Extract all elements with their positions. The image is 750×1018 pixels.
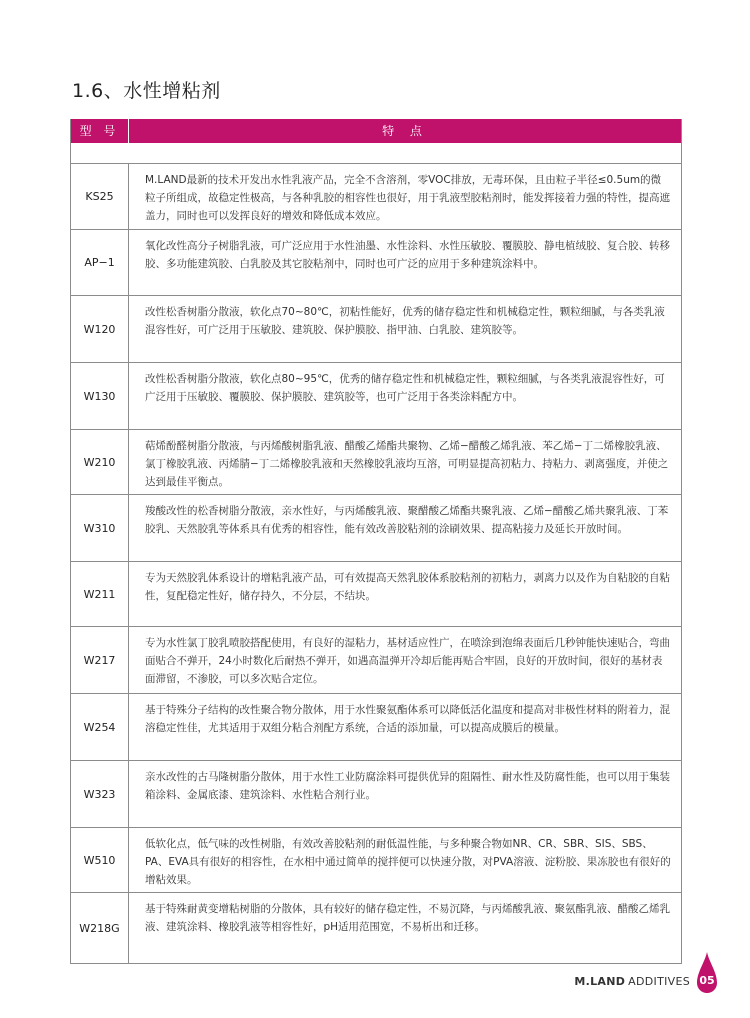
droplet-icon [696,950,718,996]
footer-brand [574,975,690,988]
section-title: 1.6、水性增粘剂 [72,80,221,102]
table-row [71,230,681,296]
model-cell: AP−1 [71,230,129,295]
feature-cell: 改性松香树脂分散液，软化点70~80℃，初粘性能好，优秀的储存稳定性和机械稳定性，颗粒细腻，与各类乳液混容性好，可广泛用于压敏胶、建筑胶、保护膜胶、指甲油、白乳胶、建筑胶等。 [145,306,665,336]
table-row [71,363,681,430]
product-table [70,119,682,964]
table-row [71,627,681,694]
table-header [71,119,681,143]
model-cell: W254 [71,694,129,760]
model-cell: KS25 [71,164,129,229]
feature-cell: M.LAND最新的技术开发出水性乳液产品，完全不含溶剂，零VOC排放，无毒环保，且由粒子半径≤0.5um的微粒子所组成，故稳定性极高，与各种乳胶的相容性也很好，用于乳液型胶粘剂时，能发挥接着力强的特性，提高遮盖力，同时也可以发挥良好的增效和降低成本效应。 [145,174,670,222]
model-cell: W218G [71,893,129,963]
feature-cell: 基于特殊分子结构的改性聚合物分散体，用于水性聚氨酯体系可以降低活化温度和提高对非极性材料的附着力，混溶稳定性佳，尤其适用于双组分粘合剂配方系统，合适的添加量，可以提高成膜后的模量。 [145,704,670,734]
model-cell: W310 [71,495,129,561]
table-row [71,694,681,761]
model-cell: W130 [71,363,129,429]
model-cell: W120 [71,296,129,362]
table-row [71,893,681,963]
table-row [71,562,681,627]
feature-cell: 萜烯酚醛树脂分散液，与丙烯酸树脂乳液、醋酸乙烯酯共聚物、乙烯−醋酸乙烯乳液、苯乙烯−丁二烯橡胶乳液、氯丁橡胶乳液、丙烯腈−丁二烯橡胶乳液和天然橡胶乳液均互溶，可明显提高初粘力、持粘力、剥离强度，并使之达到最佳平衡点。 [145,440,669,488]
feature-cell: 低软化点，低气味的改性树脂，有效改善胶粘剂的耐低温性能，与多种聚合物如NR、CR、SBR、SIS、SBS、PA、EVA具有很好的相容性，在水相中通过简单的搅拌便可以快速分散，对PVA溶液、淀粉胶、果冻胶也有很好的增粘效果。 [145,838,671,886]
model-cell: W211 [71,562,129,626]
page-number: 05 [699,974,715,987]
table-row [71,495,681,562]
feature-cell: 羧酸改性的松香树脂分散液，亲水性好，与丙烯酸乳液、聚醋酸乙烯酯共聚乳液、乙烯−醋酸乙烯共聚乳液、丁苯胶乳、天然胶乳等体系具有优秀的相容性，能有效改善胶粘剂的涂刷效果、提高粘接力及延长开放时间。 [145,505,669,535]
table-row [71,164,681,230]
header-spacer-row [71,143,681,164]
table-row [71,430,681,495]
header-feature: 特 点 [382,124,428,138]
brand-name: M.LAND [574,975,626,988]
model-cell: W210 [71,430,129,494]
header-model: 型 号 [71,119,129,143]
table-row [71,828,681,893]
brand-subtitle: ADDITIVES [628,975,690,988]
feature-cell: 专为水性氯丁胶乳喷胶搭配使用，有良好的湿粘力，基材适应性广，在喷涂到泡绵表面后几秒钟能快速贴合，弯曲面贴合不弹开，24小时数化后耐热不弹开，如遇高温弹开冷却后能再贴合牢固，良好的开放时间，很好的基材表面滞留，不渗胶，可以多次贴合定位。 [145,637,670,685]
feature-cell: 改性松香树脂分散液，软化点80~95℃，优秀的储存稳定性和机械稳定性，颗粒细腻，与各类乳液混容性好，可广泛用于压敏胶、覆膜胶、保护膜胶、建筑胶等，也可广泛用于各类涂料配方中。 [145,373,665,403]
model-cell: W510 [71,828,129,892]
model-cell: W217 [71,627,129,693]
table-row [71,296,681,363]
feature-cell: 基于特殊耐黄变增粘树脂的分散体，具有较好的储存稳定性，不易沉降，与丙烯酸乳液、聚氨酯乳液、醋酸乙烯乳液、建筑涂料、橡胶乳液等相容性好，pH适用范围宽，不易析出和迁移。 [145,903,670,933]
table-body [71,164,681,963]
feature-cell: 亲水改性的古马隆树脂分散体，用于水性工业防腐涂料可提供优异的阻隔性、耐水性及防腐性能，也可以用于集装箱涂料、金属底漆、建筑涂料、水性粘合剂行业。 [145,771,670,801]
model-cell: W323 [71,761,129,827]
feature-cell: 氧化改性高分子树脂乳液，可广泛应用于水性油墨、水性涂料、水性压敏胶、覆膜胶、静电植绒胶、复合胶、转移胶、多功能建筑胶、白乳胶及其它胶粘剂中，同时也可广泛的应用于多种建筑涂料中。 [145,240,670,270]
feature-cell: 专为天然胶乳体系设计的增粘乳液产品，可有效提高天然乳胶体系胶粘剂的初粘力，剥离力以及作为自粘胶的自粘性，复配稳定性好，储存持久，不分层，不结块。 [145,572,670,602]
table-row [71,761,681,828]
